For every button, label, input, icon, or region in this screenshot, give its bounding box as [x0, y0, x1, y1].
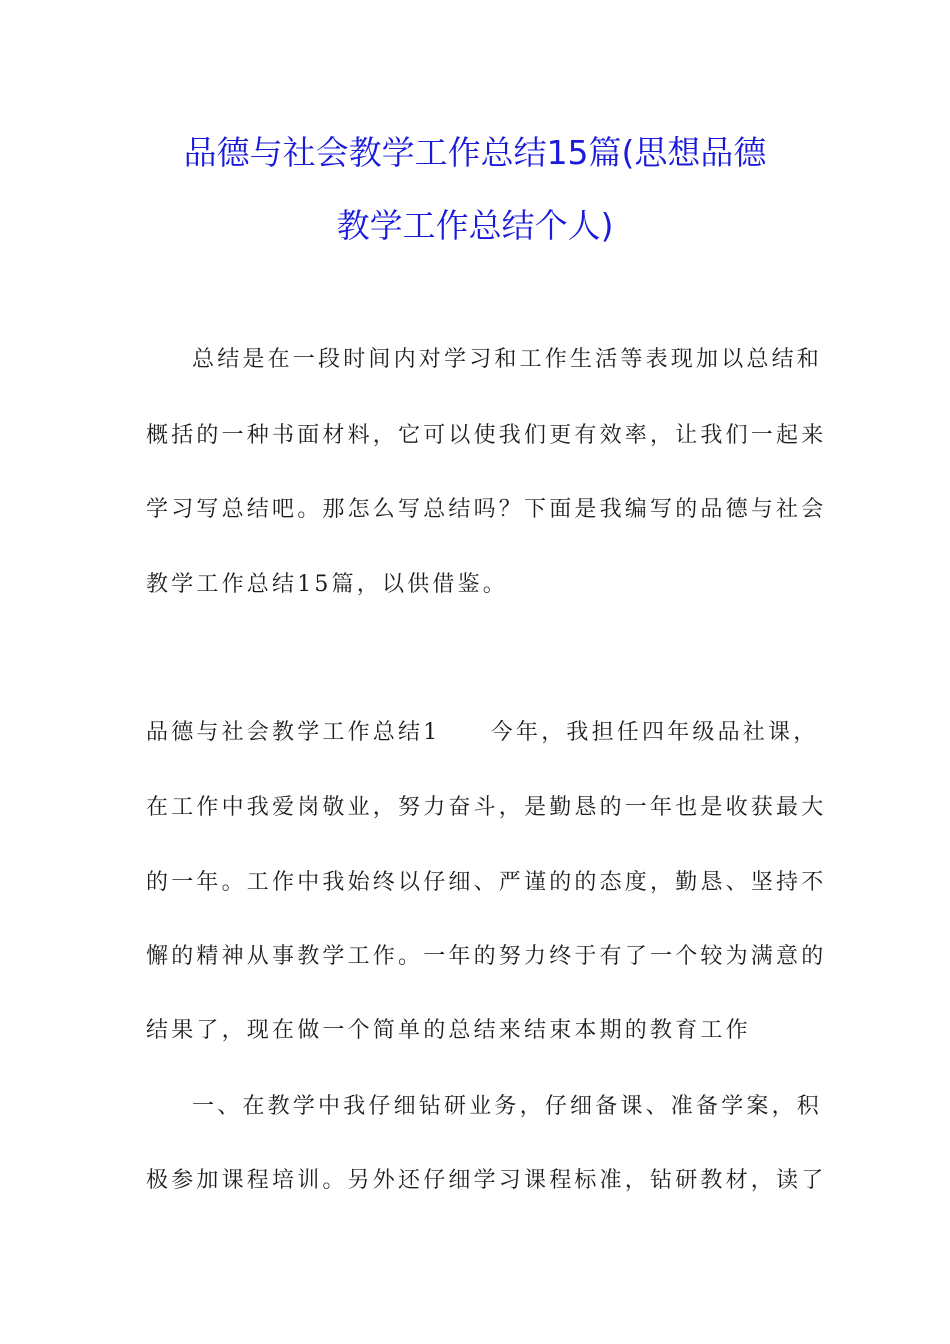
document-title-line-1: 品德与社会教学工作总结15篇(思想品德	[183, 133, 767, 172]
intro-line-4: 教学工作总结15篇，以供借鉴。	[146, 572, 508, 597]
intro-line-3: 学习写总结吧。那怎么写总结吗？下面是我编写的品德与社会	[146, 497, 827, 522]
point1-line-2: 极参加课程培训。另外还仔细学习课程标准，钻研教材，读了	[146, 1168, 827, 1193]
section1-line-4: 懈的精神从事教学工作。一年的努力终于有了一个较为满意的	[146, 944, 827, 969]
document-title-line-2: 教学工作总结个人)	[336, 206, 614, 245]
section1-line-1: 品德与社会教学工作总结1 今年，我担任四年级品社课，	[146, 720, 819, 745]
point1-line-1: 一、在教学中我仔细钻研业务，仔细备课、准备学案，积	[192, 1094, 823, 1119]
section1-line-5: 结果了，现在做一个简单的总结来结束本期的教育工作	[146, 1018, 751, 1043]
section1-line-2: 在工作中我爱岗敬业，努力奋斗，是勤恳的一年也是收获最大	[146, 795, 827, 820]
section1-line-3: 的一年。工作中我始终以仔细、严谨的的态度，勤恳、坚持不	[146, 870, 827, 895]
intro-line-2: 概括的一种书面材料，它可以使我们更有效率，让我们一起来	[146, 423, 827, 448]
intro-line-1: 总结是在一段时间内对学习和工作生活等表现加以总结和	[192, 347, 823, 372]
